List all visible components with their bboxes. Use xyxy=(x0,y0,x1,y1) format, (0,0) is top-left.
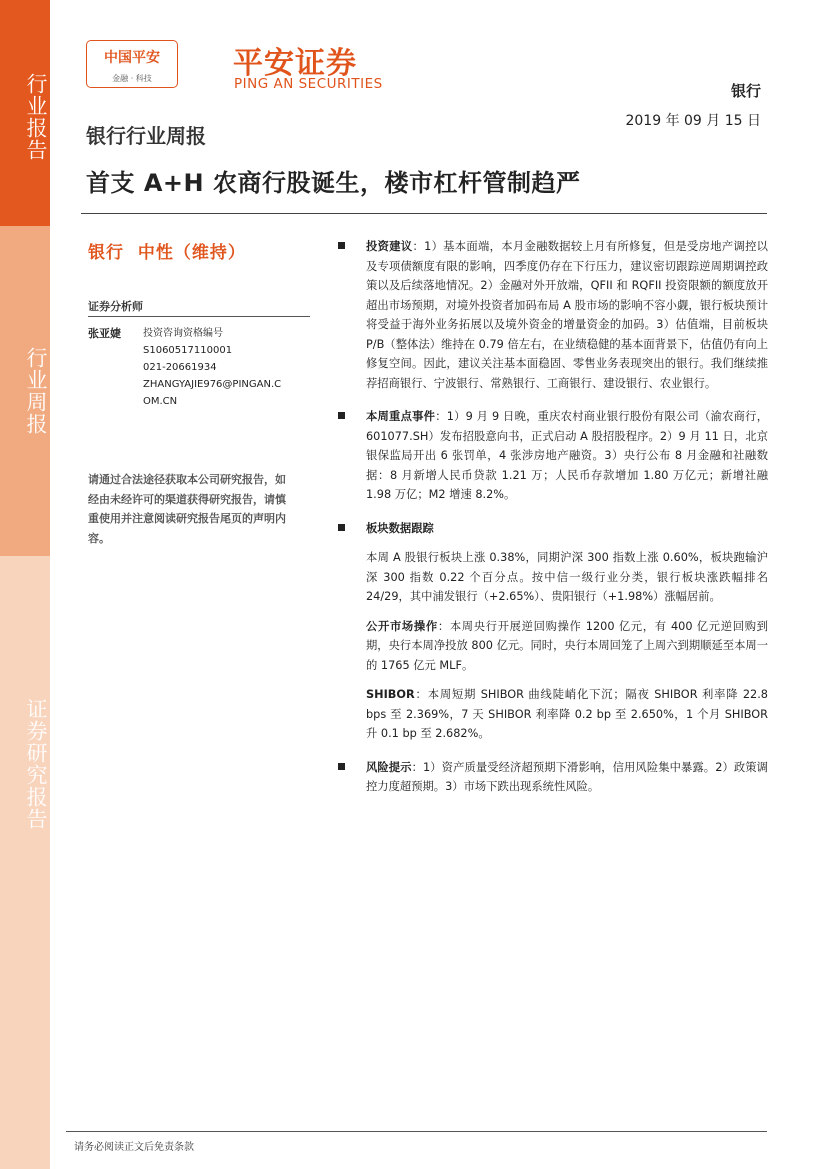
bullet-square-icon xyxy=(338,242,345,249)
para-text: ：本周短期 SHIBOR 曲线陡峭化下沉；隔夜 SHIBOR 利率降 22.8 bps 至 2.369%，7 天 SHIBOR 利率降 0.2 bp 至 2.650%，1 个月 SHIBOR 升 0.1 bp 至 2.682%。 xyxy=(366,688,768,740)
analyst-heading: 证券分析师 xyxy=(88,300,143,313)
disclaimer-notice: 请通过合法途径获取本公司研究报告，如经由未经许可的渠道获得研究报告，请慎重使用并注意阅读研究报告尾页的声明内容。 xyxy=(88,473,286,545)
analyst-cert-label: 投资咨询资格编号 xyxy=(143,328,223,339)
sector-performance: 本周 A 股银行板块上涨 0.38%，同期沪深 300 指数上涨 0.60%，板块跑输沪深 300 指数 0.22 个百分点。按中信一级行业分类，银行板块涨跌幅排名 24/29，其中浦发银行（+2.65%）、贵阳银行（+1.98%）涨幅居前。 xyxy=(366,551,768,603)
page-title: 首支 A+H 农商行股诞生，楼市杠杆管制趋严 xyxy=(86,169,581,197)
sidebar-label-research: 证券研究报告 xyxy=(24,698,48,830)
sector-data-heading xyxy=(338,519,768,539)
rating-label: 银行 中性（维持） xyxy=(88,243,246,263)
analyst-phone: 021-20661934 xyxy=(143,362,217,373)
key-events xyxy=(338,407,768,505)
analyst-divider xyxy=(88,316,310,317)
logo-box-tagline: 金融 · 科技 xyxy=(112,74,152,83)
report-type: 银行行业周报 xyxy=(86,124,206,148)
sidebar-block-bottom xyxy=(0,556,50,1169)
bullet-square-icon xyxy=(338,524,345,531)
para-text: ：1）基本面端，本月金融数据较上月有所修复，但是受房地产调控以及专项债额度有限的影响，四季度仍存在下行压力，建议密切跟踪逆周期调控政策以及后续落地情况。2）金融对外开放端，QFII 和 RQFII 投资限额的额度放开超出市场预期，对境外投资者加码布局 A 股市场的影响不容小觑，银行板块预计将受益于海外业务拓展以及境外资金的增量资金的加码。3）估值端，目前板块 P/B（整体法）维持在 0.79 倍左右，在业绩稳健的基本面背景下，估值仍有向上修复空间。因此，建议关注基本面稳固、零售业务表现突出的银行。我们继续推荐招商银行、宁波银行、常熟银行、工商银行、建设银行、农业银行。 xyxy=(366,240,768,390)
para-lead: 板块数据跟踪 xyxy=(366,521,434,535)
brand-name-en: PING AN SECURITIES xyxy=(234,76,383,92)
shibor-rates xyxy=(338,685,768,744)
title-divider xyxy=(81,213,767,214)
para-lead: SHIBOR xyxy=(366,688,415,701)
footer-disclaimer-link: 请务必阅读正文后免责条款 xyxy=(74,1142,194,1153)
sidebar-block-mid xyxy=(0,226,50,556)
para-text: ：1）9 月 9 日晚，重庆农村商业银行股份有限公司（渝农商行，601077.SH）发布招股意向书，正式启动 A 股招股程序。2）9 月 11 日，北京银保监局开出 6 张罚单，4 张涉房地产融资。3）央行公布 8 月金融和社融数据：8 月新增人民币贷款 1.21 万；人民币存款增加 1.80 万亿元；新增社融 1.98 万亿；M2 增速 8.2%。 xyxy=(366,410,768,501)
sidebar-block-top xyxy=(0,0,50,226)
para-text: ：1）资产质量受经济超预期下滑影响，信用风险集中暴露。2）政策调控力度超预期。3）市场下跌出现系统性风险。 xyxy=(366,760,768,793)
analyst-email: ZHANGYAJIE976@PINGAN.COM.CN xyxy=(143,379,282,407)
pingan-group-logo xyxy=(86,40,178,88)
para-lead: 投资建议 xyxy=(366,240,413,253)
footer-divider xyxy=(66,1131,767,1132)
para-lead: 风险提示 xyxy=(366,760,412,774)
para-lead: 公开市场操作 xyxy=(366,619,438,633)
sidebar-label-weekly: 行业周报 xyxy=(24,347,48,435)
bullet-square-icon xyxy=(338,412,345,419)
analyst-cert-number: S1060517110001 xyxy=(143,345,233,356)
analyst-name: 张亚婕 xyxy=(88,327,121,340)
analyst-info xyxy=(143,325,283,410)
report-date: 2019 年 09 月 15 日 xyxy=(625,113,761,129)
brand-name-cn: 平安证券 xyxy=(233,46,357,81)
para-text: ：本周央行开展逆回购操作 1200 亿元，有 400 亿元逆回购到期，央行本周净投放 800 亿元。同时，央行本周回笼了上周六到期顺延至本周一的 1765 亿元 MLF。 xyxy=(366,619,768,672)
open-market-operations xyxy=(338,617,768,676)
para-lead: 本周重点事件 xyxy=(366,410,436,423)
risk-warning xyxy=(338,758,768,797)
logo-box-name: 中国平安 xyxy=(104,50,160,66)
bullet-square-icon xyxy=(338,763,345,770)
investment-advice xyxy=(338,237,768,393)
report-summary xyxy=(338,237,768,797)
sidebar-label-report: 行业报告 xyxy=(24,73,48,161)
industry-tag: 银行 xyxy=(730,82,761,100)
